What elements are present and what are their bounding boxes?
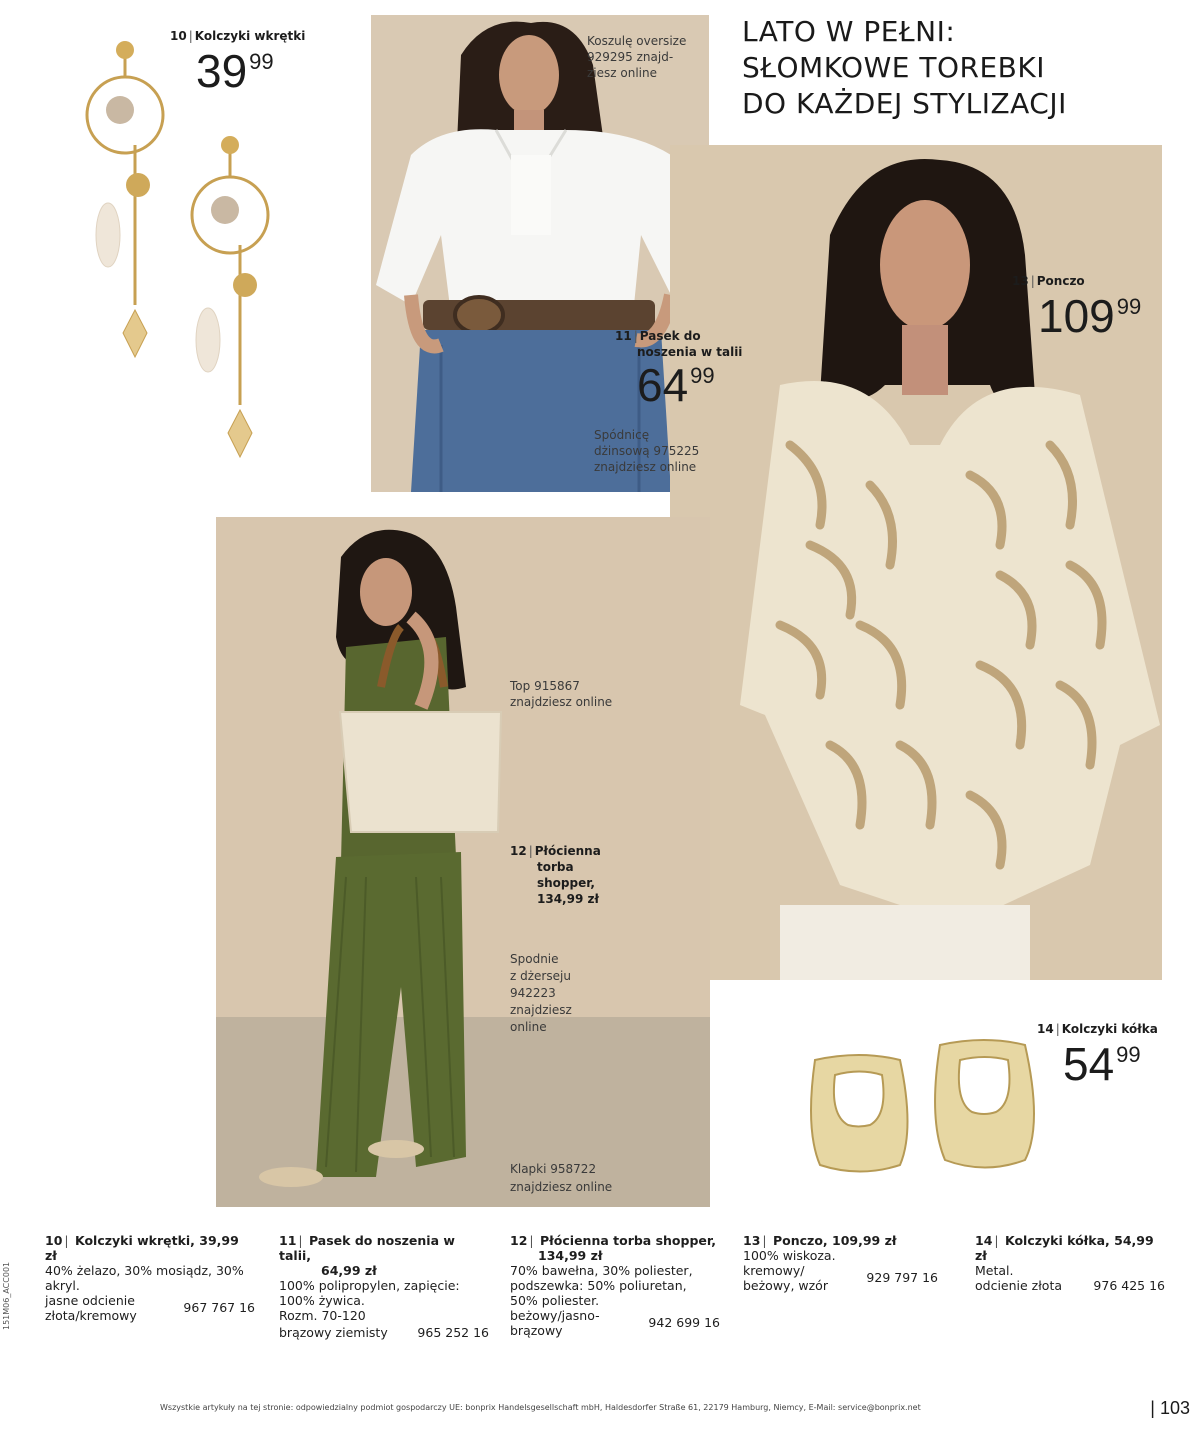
price-11 — [637, 359, 755, 411]
price-14 — [1063, 1038, 1158, 1090]
product-info-13-name: Ponczo, 109,99 zł — [772, 1233, 897, 1248]
product-info-13-title: 13 | Ponczo, 109,99 zł — [743, 1233, 897, 1248]
price-label-11 — [615, 328, 755, 411]
price-label-12-name-1: Płócienna — [534, 844, 601, 858]
price-13-dec: 99 — [1116, 294, 1142, 319]
earrings-hoop-image — [800, 1030, 1050, 1180]
note-trousers-line: online — [510, 1020, 547, 1034]
photo-shirt-belt — [371, 15, 709, 492]
product-info-11-desc: Rozm. 70-120 — [279, 1308, 366, 1323]
note-top — [510, 678, 612, 710]
product-info-11-name: Pasek do noszenia w talii, — [279, 1233, 455, 1263]
note-skirt-line: znajdziesz online — [594, 460, 697, 474]
product-info-14-name: Kolczyki kółka, 54,99 zł — [975, 1233, 1154, 1263]
price-label-13 — [1012, 273, 1142, 342]
headline — [742, 14, 1162, 122]
price-10 — [196, 45, 305, 97]
product-info-13-variant — [743, 1263, 938, 1293]
product-info-12-name: Płócienna torba shopper, — [539, 1233, 716, 1248]
product-info-10-variant — [45, 1293, 255, 1323]
product-info-12-desc: 70% bawełna, 30% poliester, — [510, 1263, 693, 1278]
note-sandals-line: Klapki 958722 — [510, 1162, 597, 1176]
price-label-10-title: 10 | Kolczyki wkrętki — [170, 29, 306, 43]
note-skirt-line: dżinsową 975225 — [594, 444, 700, 458]
product-info-14-variant — [975, 1278, 1165, 1293]
price-label-11-title: 11 | Pasek do — [615, 329, 701, 343]
product-info-11-desc: 100% żywica. — [279, 1293, 365, 1308]
earrings-hoop-illustration — [800, 1030, 1050, 1180]
price-label-11-num: 11 — [615, 329, 632, 343]
price-label-14-name: Kolczyki kółka — [1061, 1022, 1158, 1036]
product-info-11-desc: 100% polipropylen, zapięcie: — [279, 1278, 460, 1293]
headline-line-1: LATO W PEŁNI: — [742, 15, 956, 48]
product-info-14 — [975, 1233, 1165, 1293]
product-info-10-code: 967 767 16 — [183, 1300, 255, 1315]
photo-bag-outfit — [216, 517, 710, 1207]
earrings-drop-illustration — [80, 35, 280, 465]
product-info-12 — [510, 1233, 720, 1338]
product-info-11-variant — [279, 1325, 489, 1340]
price-10-dec: 99 — [249, 49, 274, 74]
note-trousers — [510, 951, 572, 1036]
page-number: | 103 — [1150, 1398, 1190, 1418]
note-shirt — [587, 33, 686, 81]
catalog-code: 151M06_ACC001 — [2, 1261, 11, 1330]
price-label-11-name-2: noszenia w talii — [637, 345, 743, 359]
price-10-int: 39 — [196, 45, 248, 97]
note-shirt-line: Koszulę oversize — [587, 34, 687, 48]
product-info-11-color: brązowy ziemisty — [279, 1325, 388, 1340]
price-14-dec: 99 — [1116, 1042, 1141, 1067]
product-info-12-num: 12 — [510, 1233, 528, 1248]
note-trousers-line: z dżerseju — [510, 969, 571, 983]
product-info-11-num: 11 — [279, 1233, 297, 1248]
legal-footer: Wszystkie artykuły na tej stronie: odpowiedzialny podmiot gospodarczy UE: bonprix Handelsgesellschaft mbH, Haldesdorfer Straße 61, 22179 Hamburg, Niemcy, E-Mail: service@bonprix.net — [160, 1403, 921, 1412]
price-label-13-num: 13 — [1012, 274, 1029, 288]
product-info-12-color: beżowy/jasno- — [510, 1308, 600, 1323]
note-trousers-line: znajdziesz — [510, 1003, 572, 1017]
price-label-10-num: 10 — [170, 29, 187, 43]
photo-poncho — [670, 145, 1162, 980]
photo-shirt-belt-illustration — [371, 15, 709, 492]
price-13-int: 109 — [1038, 290, 1115, 342]
headline-line-2: SŁOMKOWE TOREBKI — [742, 51, 1045, 84]
note-sandals — [510, 1160, 612, 1196]
price-label-10 — [170, 28, 306, 97]
price-label-13-title: 13 | Ponczo — [1012, 274, 1085, 288]
product-info-14-num: 14 — [975, 1233, 993, 1248]
product-info-12-desc: 50% poliester. — [510, 1293, 600, 1308]
product-info-10 — [45, 1233, 255, 1323]
product-info-13-num: 13 — [743, 1233, 761, 1248]
note-sandals-line: znajdziesz online — [510, 1180, 613, 1194]
earrings-drop-image — [80, 35, 280, 465]
product-info-11-price: 64,99 zł — [321, 1263, 377, 1278]
product-info-12-title: 12 | Płócienna torba shopper, — [510, 1233, 716, 1248]
product-info-14-color: odcienie złota — [975, 1278, 1062, 1293]
price-label-10-name: Kolczyki wkrętki — [194, 29, 306, 43]
price-label-14-title: 14 | Kolczyki kółka — [1037, 1022, 1158, 1036]
note-skirt-line: Spódnicę — [594, 428, 650, 442]
price-label-12-name-4: 134,99 zł — [537, 892, 599, 906]
price-11-dec: 99 — [690, 363, 715, 388]
product-info-10-desc: akryl. — [45, 1278, 80, 1293]
product-info-10-desc: 40% żelazo, 30% mosiądz, 30% — [45, 1263, 244, 1278]
price-label-12-name-2: torba — [537, 860, 574, 874]
product-info-13-color: beżowy, wzór — [743, 1278, 828, 1293]
price-label-12-name-3: shopper, — [537, 876, 595, 890]
product-info-10-color: złota/kremowy — [45, 1308, 137, 1323]
price-label-12-num: 12 — [510, 844, 527, 858]
price-label-12 — [510, 843, 601, 907]
product-info-11-title: 11 | Pasek do noszenia w talii, — [279, 1233, 455, 1263]
price-label-14 — [1037, 1021, 1158, 1090]
product-info-10-num: 10 — [45, 1233, 63, 1248]
price-label-11-name-1: Pasek do — [639, 329, 701, 343]
product-info-12-variant — [510, 1308, 720, 1338]
product-info-14-code: 976 425 16 — [1093, 1278, 1165, 1293]
note-skirt — [594, 427, 699, 475]
product-info-10-color: jasne odcienie — [45, 1293, 135, 1308]
product-info-13-code: 929 797 16 — [866, 1270, 938, 1285]
note-trousers-line: 942223 — [510, 986, 556, 1000]
note-trousers-line: Spodnie — [510, 952, 559, 966]
product-info-11-code: 965 252 16 — [417, 1325, 489, 1340]
product-info-13-color: kremowy/ — [743, 1263, 805, 1278]
note-shirt-line: 929295 znajd- — [587, 50, 674, 64]
product-info-11 — [279, 1233, 489, 1340]
product-info-12-desc: podszewka: 50% poliuretan, — [510, 1278, 687, 1293]
photo-bag-outfit-illustration — [216, 517, 710, 1207]
note-top-line: Top 915867 — [510, 679, 580, 693]
photo-poncho-illustration — [670, 145, 1162, 980]
price-14-int: 54 — [1063, 1038, 1115, 1090]
price-label-12-title: 12 | Płócienna — [510, 844, 601, 858]
product-info-14-title: 14 | Kolczyki kółka, 54,99 zł — [975, 1233, 1154, 1263]
product-info-10-title: 10 | Kolczyki wkrętki, 39,99 zł — [45, 1233, 239, 1263]
product-info-12-color: brązowy — [510, 1323, 563, 1338]
note-top-line: znajdziesz online — [510, 695, 613, 709]
price-label-13-name: Ponczo — [1036, 274, 1085, 288]
product-info-13-desc: 100% wiskoza. — [743, 1248, 836, 1263]
price-11-int: 64 — [637, 359, 689, 411]
product-info-10-name: Kolczyki wkrętki, 39,99 zł — [45, 1233, 239, 1263]
price-13 — [1038, 290, 1142, 342]
note-shirt-line: ziesz online — [587, 66, 657, 80]
product-info-12-price: 134,99 zł — [538, 1248, 603, 1263]
product-info-14-desc: Metal. — [975, 1263, 1014, 1278]
product-info-13 — [743, 1233, 938, 1293]
product-info-12-code: 942 699 16 — [648, 1315, 720, 1330]
price-label-14-num: 14 — [1037, 1022, 1054, 1036]
headline-line-3: DO KAŻDEJ STYLIZACJI — [742, 87, 1067, 120]
